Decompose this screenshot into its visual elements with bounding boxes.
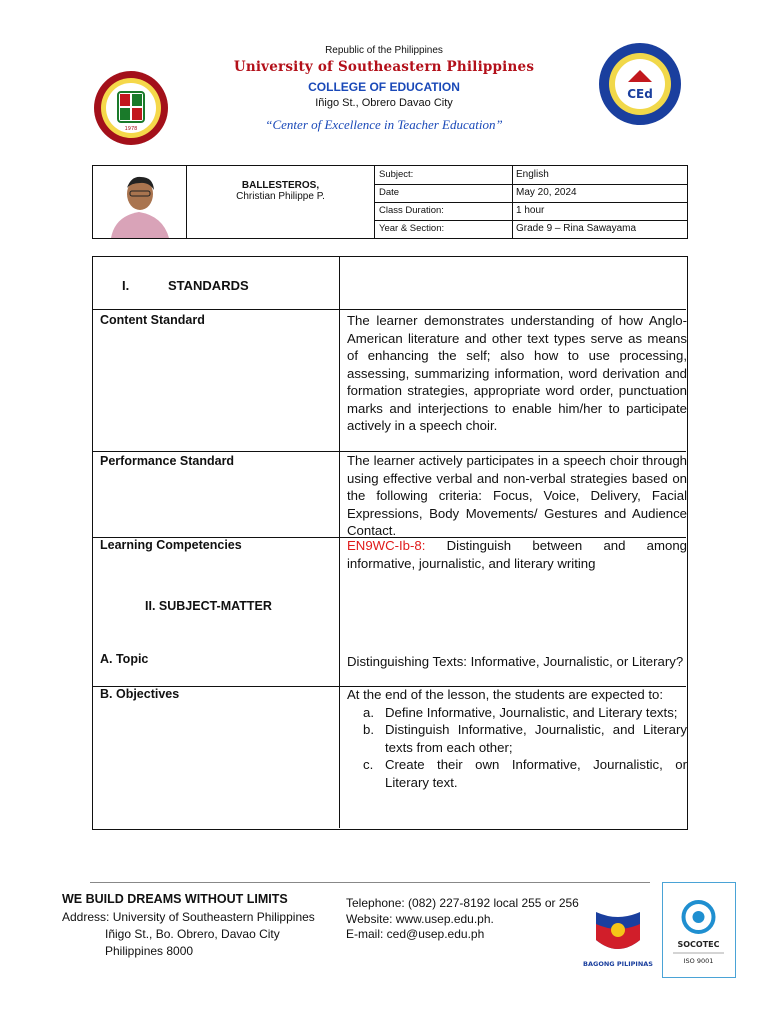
svg-text:CEd: CEd bbox=[627, 87, 653, 101]
objective-marker: c. bbox=[363, 757, 374, 772]
objective-item bbox=[347, 756, 687, 791]
bagong-pilipinas-logo bbox=[582, 900, 654, 972]
address-line-3: Philippines 8000 bbox=[105, 944, 194, 958]
duration-value: 1 hour bbox=[516, 205, 545, 216]
date-label: Date bbox=[375, 184, 513, 202]
telephone: Telephone: (082) 227-8192 local 255 or 256 bbox=[346, 896, 579, 910]
republic-heading: Republic of the Philippines bbox=[325, 45, 443, 56]
footer-address bbox=[62, 909, 315, 960]
address-line-2: Iñigo St., Bo. Obrero, Davao City bbox=[105, 927, 280, 941]
objective-text: Distinguish Informative, Journalistic, and Literary texts from each other; bbox=[385, 722, 687, 755]
teacher-info-table bbox=[92, 165, 688, 239]
svg-text:1978: 1978 bbox=[124, 126, 138, 132]
address-line-1: Address: University of Southeastern Philippines bbox=[62, 910, 315, 924]
learning-competencies-label: Learning Competencies bbox=[100, 538, 242, 552]
teacher-first-name: Christian Philippe P. bbox=[236, 191, 325, 202]
footer-contact bbox=[346, 896, 579, 943]
objectives-list bbox=[347, 686, 687, 791]
college-address: Iñigo St., Obrero Davao City bbox=[315, 97, 453, 109]
objective-text: Create their own Informative, Journalistic, or Literary text. bbox=[385, 757, 687, 790]
email: E-mail: ced@usep.edu.ph bbox=[346, 927, 485, 941]
section-label: Year & Section: bbox=[375, 220, 513, 238]
competency-description: Distinguish between and among informative, journalistic, and literary writing bbox=[347, 538, 687, 571]
duration-label: Class Duration: bbox=[375, 202, 513, 220]
svg-text:BAGONG PILIPINAS: BAGONG PILIPINAS bbox=[583, 960, 653, 968]
university-name: University of Southeastern Philippines bbox=[233, 59, 535, 75]
content-standard-label: Content Standard bbox=[100, 313, 205, 327]
standards-heading: STANDARDS bbox=[168, 278, 249, 293]
socotec-iso-logo bbox=[662, 882, 736, 978]
footer-slogan: WE BUILD DREAMS WITHOUT LIMITS bbox=[62, 892, 288, 906]
performance-standard-text: The learner actively participates in a speech choir through using effective verbal and non-verbal strategies based on the following criteria: Focus, Voice, Delivery, Facial Expressions, Body Movements/ Gestures and Audience Contact. bbox=[347, 453, 687, 538]
competency-code: EN9WC-Ib-8: bbox=[347, 538, 426, 553]
teacher-name bbox=[187, 166, 375, 238]
svg-text:ISO 9001: ISO 9001 bbox=[683, 957, 714, 965]
objective-marker: a. bbox=[363, 704, 374, 720]
date-value: May 20, 2024 bbox=[516, 187, 577, 198]
section-value: Grade 9 – Rina Sawayama bbox=[516, 223, 637, 234]
website: Website: www.usep.edu.ph. bbox=[346, 911, 494, 926]
objectives-label: B. Objectives bbox=[100, 687, 180, 701]
teacher-photo bbox=[93, 166, 187, 238]
performance-standard-label: Performance Standard bbox=[100, 454, 235, 468]
college-name: COLLEGE OF EDUCATION bbox=[308, 80, 460, 94]
objective-item bbox=[347, 721, 687, 756]
lesson-plan-table bbox=[92, 256, 688, 830]
subject-value: English bbox=[516, 169, 549, 180]
objective-marker: b. bbox=[363, 722, 374, 737]
learning-competencies-text bbox=[347, 537, 687, 572]
objectives-intro: At the end of the lesson, the students are expected to: bbox=[347, 687, 663, 702]
content-standard-text: The learner demonstrates understanding of how Anglo-American literature and other text types serve as means of enhancing the self; also how to use processing, assessing, summarizing information, word derivation and formation strategies, appropriate word order, punctuation marks and interjections to enable him/her to participate actively in a speech choir. bbox=[347, 313, 687, 433]
teacher-last-name: BALLESTEROS, bbox=[241, 180, 320, 191]
objective-text: Define Informative, Journalistic, and Literary texts; bbox=[385, 704, 678, 720]
topic-text: Distinguishing Texts: Informative, Journalistic, or Literary? bbox=[347, 654, 684, 669]
standards-number: I. bbox=[122, 278, 130, 293]
svg-text:SOCOTEC: SOCOTEC bbox=[677, 940, 720, 949]
tagline: “Center of Excellence in Teacher Education” bbox=[265, 117, 503, 132]
objective-item bbox=[347, 704, 687, 722]
footer-divider bbox=[90, 882, 650, 883]
subject-matter-heading: II. SUBJECT-MATTER bbox=[145, 599, 272, 613]
topic-label: A. Topic bbox=[100, 652, 149, 666]
subject-label: Subject: bbox=[375, 166, 513, 184]
